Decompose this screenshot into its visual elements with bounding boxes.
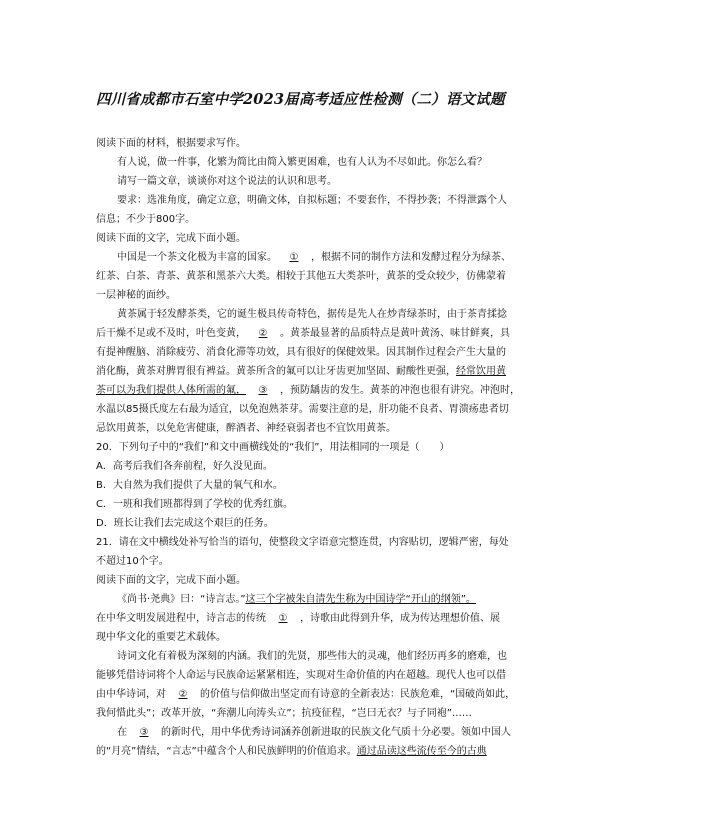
writing-intro: 阅读下面的材料，根据要求写作。: [96, 138, 246, 149]
text-run: 的新时代，用中华优秀诗词涵养创新进取的民族文化气质十分必要。领如中国人: [161, 727, 511, 738]
tea-paragraph-line: [96, 365, 506, 378]
text-run: 后干燥不足或不及时，叶色变黄，: [96, 328, 246, 339]
option-a: A．高考后我们各奔前程，好久没见面。: [96, 461, 273, 472]
poem-paragraph-line: 现中华文化的重要艺术载体。: [96, 632, 226, 643]
tea-paragraph-line: [96, 384, 520, 397]
blank-2: ②: [258, 328, 268, 339]
text-run: 的“月亮”情结，“言志”中蕴含个人和民族鲜明的价值追求。: [96, 746, 357, 757]
text-run: 消化酶，黄茶对脾胃很有裨益。黄茶所含的氟可以让牙齿更加坚固、耐酸性更强，: [96, 366, 456, 377]
poem-paragraph-line: 我何惜此头”；改革开放，“奔潮儿向涛头立”；抗疫征程，“岂曰无衣？与子同袍”……: [96, 708, 472, 719]
poem-paragraph-line: [117, 726, 511, 739]
writing-material: 有人说，做一件事，化繁为简比由简入繁更困难，也有人认为不尽如此。你怎么看？: [117, 157, 487, 168]
poem-paragraph-line: [96, 745, 487, 758]
underlined-sentence: 通过品读这些流传至今的古典: [356, 746, 487, 757]
option-d: D．班长让我们去完成这个艰巨的任务。: [96, 518, 274, 529]
underlined-sentence: 这三个字被朱自清先生称为中国诗学“开山的纲领”。: [245, 594, 476, 605]
underlined-sentence: 茶可以为我们提供人体所需的氟，: [96, 385, 246, 396]
blank-1: ①: [278, 613, 288, 624]
tea-paragraph-line: 水温以85摄氏度左右最为适宜，以免泡熟茶芽。需要注意的是，肝功能不良者、胃溃疡患者切: [96, 404, 509, 415]
poem-paragraph-line: [96, 612, 500, 625]
tea-paragraph-line: 一层神秘的面纱。: [96, 290, 176, 301]
text-run: ，预防龋齿的发生。黄茶的冲泡也很有讲究。冲泡时，: [280, 385, 520, 396]
text-run: 中国是一个茶文化极为丰富的国家。: [117, 252, 277, 263]
tea-intro: 阅读下面的文字，完成下面小题。: [96, 233, 246, 244]
poem-paragraph-line: 诗词文化有着极为深刻的内涵。我们的先贤，那些伟大的灵魂，他们经历再多的磨难，也: [117, 651, 507, 662]
tea-paragraph-line: [96, 327, 510, 340]
poem-paragraph-line: [117, 593, 476, 606]
poem-paragraph-line: 能够凭借诗词将个人命运与民族命运紧紧相连，实现对生命价值的内在超越。现代人也可以借: [96, 670, 506, 681]
text-run: 在: [117, 727, 127, 738]
text-run: 的价值与信仰做出坚定而有诗意的全新表达：民族危难，“国破尚如此，: [200, 689, 516, 700]
tea-paragraph-line: 红茶、白茶、青茶、黄茶和黑茶六大类。相较于其他五大类茶叶，黄茶的受众较少，仿佛蒙着: [96, 271, 506, 282]
option-b: B．大自然为我们提供了大量的氧气和水。: [96, 480, 283, 491]
underlined-sentence: 经常饮用黄: [456, 366, 506, 377]
poem-paragraph-line: [96, 688, 515, 701]
blank-3: ③: [139, 727, 149, 738]
poem-intro: 阅读下面的文字，完成下面小题。: [96, 575, 246, 586]
tea-paragraph-line: 忌饮用黄茶，以免危害健康，醉酒者、神经衰弱者也不宜饮用黄茶。: [96, 423, 396, 434]
text-run: 由中华诗词，对: [96, 689, 166, 700]
text-run: 。黄茶最显著的品质特点是黄叶黄汤、味甘鲜爽，具: [280, 328, 510, 339]
writing-requirement-line2: 信息；不少于800字。: [96, 214, 196, 225]
tea-paragraph-line: 黄茶属于轻发酵茶类，它的诞生极具传奇特色，据传是先人在炒青绿茶时，由于茶青揉捻: [117, 309, 507, 320]
writing-task: 请写一篇文章，谈谈你对这个说法的认识和思考。: [117, 176, 337, 187]
blank-1: ①: [289, 252, 299, 263]
question-21-stem: 21．请在文中横线处补写恰当的语句，使整段文字语意完整连贯，内容贴切，逻辑严密，每处: [96, 537, 509, 548]
text-run: 在中华文明发展进程中，诗言志的传统: [96, 613, 266, 624]
writing-requirement-line1: 要求：选准角度，确定立意，明确文体，自拟标题；不要套作，不得抄袭；不得泄露个人: [117, 195, 507, 206]
blank-2: ②: [178, 689, 188, 700]
blank-3: ③: [258, 385, 268, 396]
option-c: C．一班和我们班都得到了学校的优秀红旗。: [96, 499, 293, 510]
text-run: ，根据不同的制作方法和发酵过程分为绿茶、: [311, 252, 511, 263]
text-run: 《尚书·尧典》曰：“诗言志。”: [117, 594, 246, 605]
text-run: ，诗歌由此得到升华，成为传达理想价值、展: [300, 613, 500, 624]
document-title: 四川省成都市石室中学2023届高考适应性检测（二）语文试题: [96, 91, 505, 108]
question-20-stem: 20．下列句子中的“我们”和文中画横线处的“我们”，用法相同的一项是（ ）: [96, 442, 450, 453]
question-21-stem: 不超过10个字。: [96, 556, 169, 567]
tea-paragraph-line: 有提神醒脑、消除疲劳、消食化滞等功效，具有很好的保健效果。因其制作过程会产生大量的: [96, 347, 506, 358]
tea-paragraph-line: [117, 251, 511, 264]
